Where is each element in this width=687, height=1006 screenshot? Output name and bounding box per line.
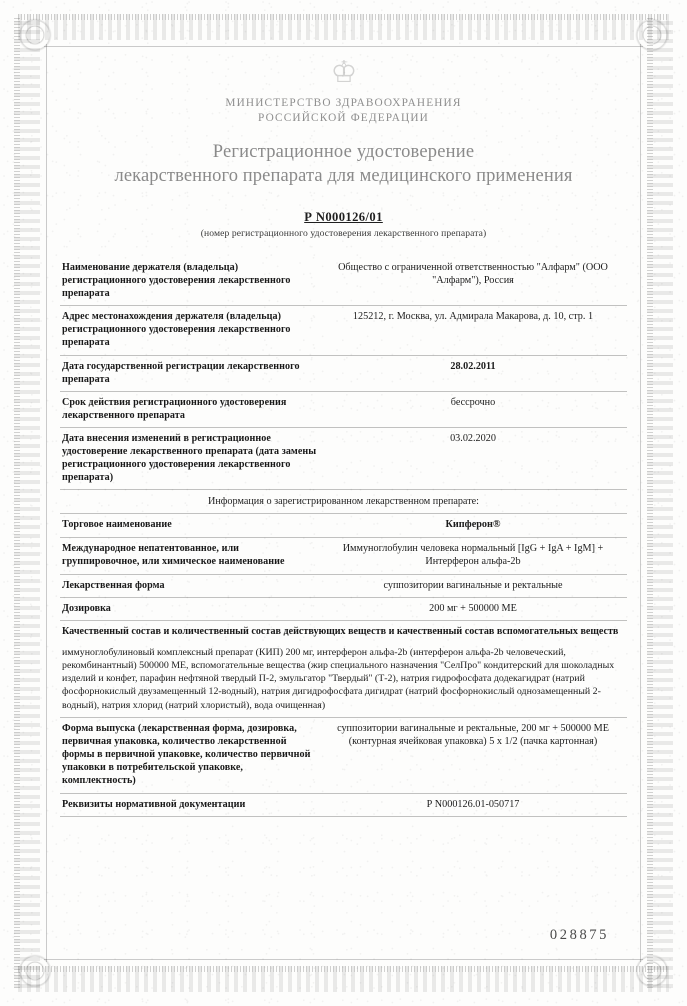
- row-value: Иммуноглобулин человека нормальный [IgG + IgA + IgM] + Интерферон альфа-2b: [319, 537, 627, 574]
- page-title: [60, 140, 627, 188]
- frame-rule-top: [44, 46, 643, 47]
- certificate-table: [60, 257, 627, 817]
- state-emblem-icon: ♔: [330, 56, 357, 89]
- ornament-border-right: [647, 18, 673, 988]
- row-label: Срок действия регистрационного удостоверения лекарственного препарата: [60, 391, 319, 427]
- ornament-border-top: [18, 14, 669, 40]
- section-heading: Информация о зарегистрированном лекарственном препарате:: [60, 490, 627, 514]
- table-row: [60, 574, 627, 597]
- composition-body-row: [60, 640, 627, 718]
- page-title-line-2: лекарственного препарата для медицинского применения: [114, 166, 573, 186]
- table-row: [60, 537, 627, 574]
- certificate-table-body: [60, 257, 627, 816]
- table-row: [60, 306, 627, 355]
- corner-rosette-bottom-left: [18, 954, 52, 988]
- corner-rosette-top-right: [635, 18, 669, 52]
- registration-number-caption: (номер регистрационного удостоверения лекарственного препарата): [200, 228, 487, 239]
- row-label: Реквизиты нормативной документации: [60, 793, 319, 816]
- frame-rule-left: [46, 44, 47, 962]
- table-row: [60, 427, 627, 489]
- corner-rosette-bottom-right: [635, 954, 669, 988]
- composition-heading: Качественный состав и количественный состав действующих веществ и качественный состав вспомогательных веществ: [62, 626, 619, 638]
- table-row: [60, 597, 627, 620]
- row-value: 200 мг + 500000 МЕ: [319, 597, 627, 620]
- composition-body: иммуноглобулиновый комплексный препарат (КИП) 200 мг, интерферон альфа-2b (интерферон альфа-2b человеческий, рекомбинантный) 500000 МЕ, вспомогательные вещества (жир специального назначения "СелПро" кондитерский для шоколадных изделий и конфет, парафин нефтяной твердый П-2, эмульгатор "Твердый" (Т-2), натрия гидрофосфата додекагидрат (натрий фосфорнокислый двузамещенный 12-водный), натрия дигидрофосфата дигидрат (натрий фосфорнокислый однозамещенный 2-водный), натрия хлорид (натрий хлористый), вода очищенная): [60, 640, 627, 718]
- table-row: [60, 514, 627, 537]
- ornament-border-left: [14, 18, 40, 988]
- table-row: [60, 257, 627, 306]
- row-value: бессрочно: [319, 391, 627, 427]
- row-value: суппозитории вагинальные и ректальные: [319, 574, 627, 597]
- row-value: Р N000126.01-050717: [319, 793, 627, 816]
- row-value: 125212, г. Москва, ул. Адмирала Макарова, д. 10, стр. 1: [319, 306, 627, 355]
- table-row: [60, 391, 627, 427]
- ministry-name-line-1: МИНИСТЕРСТВО ЗДРАВООХРАНЕНИЯ: [225, 97, 462, 109]
- frame-rule-right: [640, 44, 641, 962]
- row-label: Лекарственная форма: [60, 574, 319, 597]
- row-label: Международное непатентованное, или группировочное, или химическое наименование: [60, 537, 319, 574]
- ornament-border-bottom: [18, 966, 669, 992]
- page-title-line-1: Регистрационное удостоверение: [212, 142, 475, 162]
- composition-heading-row: [60, 621, 627, 640]
- row-value: Кипферон®: [319, 514, 627, 537]
- frame-rule-bottom: [44, 959, 643, 960]
- row-label: Адрес местонахождения держателя (владельца) регистрационного удостоверения лекарственного препарата: [60, 306, 319, 355]
- corner-rosette-top-left: [18, 18, 52, 52]
- serial-number: 028875: [549, 927, 609, 943]
- emblem-container: [60, 56, 627, 96]
- row-value: 28.02.2011: [319, 355, 627, 391]
- section-heading-row: [60, 490, 627, 514]
- table-row: [60, 793, 627, 816]
- row-label: Форма выпуска (лекарственная форма, дозировка, первичная упаковка, количество лекарственной формы в первичной упаковке, количество первичной упаковки в потребительской упаковке, комплектность): [60, 718, 319, 793]
- row-label: Наименование держателя (владельца) регистрационного удостоверения лекарственного препарата: [60, 257, 319, 306]
- certificate-sheet: [60, 56, 627, 936]
- row-value: суппозитории вагинальные и ректальные, 200 мг + 500000 МЕ (контурная ячейковая упаковка) 5 х 1/2 (пачка картонная): [319, 718, 627, 793]
- row-label: Торговое наименование: [60, 514, 319, 537]
- ministry-name-line-2: РОССИЙСКОЙ ФЕДЕРАЦИИ: [258, 112, 429, 124]
- row-value: 03.02.2020: [319, 427, 627, 489]
- row-value: Общество с ограниченной ответственностью "Алфарм" (ООО "Алфарм"), Россия: [319, 257, 627, 306]
- registration-number: Р N000126/01: [304, 210, 383, 224]
- row-label: Дата государственной регистрации лекарственного препарата: [60, 355, 319, 391]
- table-row: [60, 355, 627, 391]
- row-label: Дозировка: [60, 597, 319, 620]
- table-row: [60, 718, 627, 793]
- row-label: Дата внесения изменений в регистрационное удостоверение лекарственного препарата (дата замены регистрационного удостоверения лекарственного препарата): [60, 427, 319, 489]
- registration-number-block: [60, 210, 627, 239]
